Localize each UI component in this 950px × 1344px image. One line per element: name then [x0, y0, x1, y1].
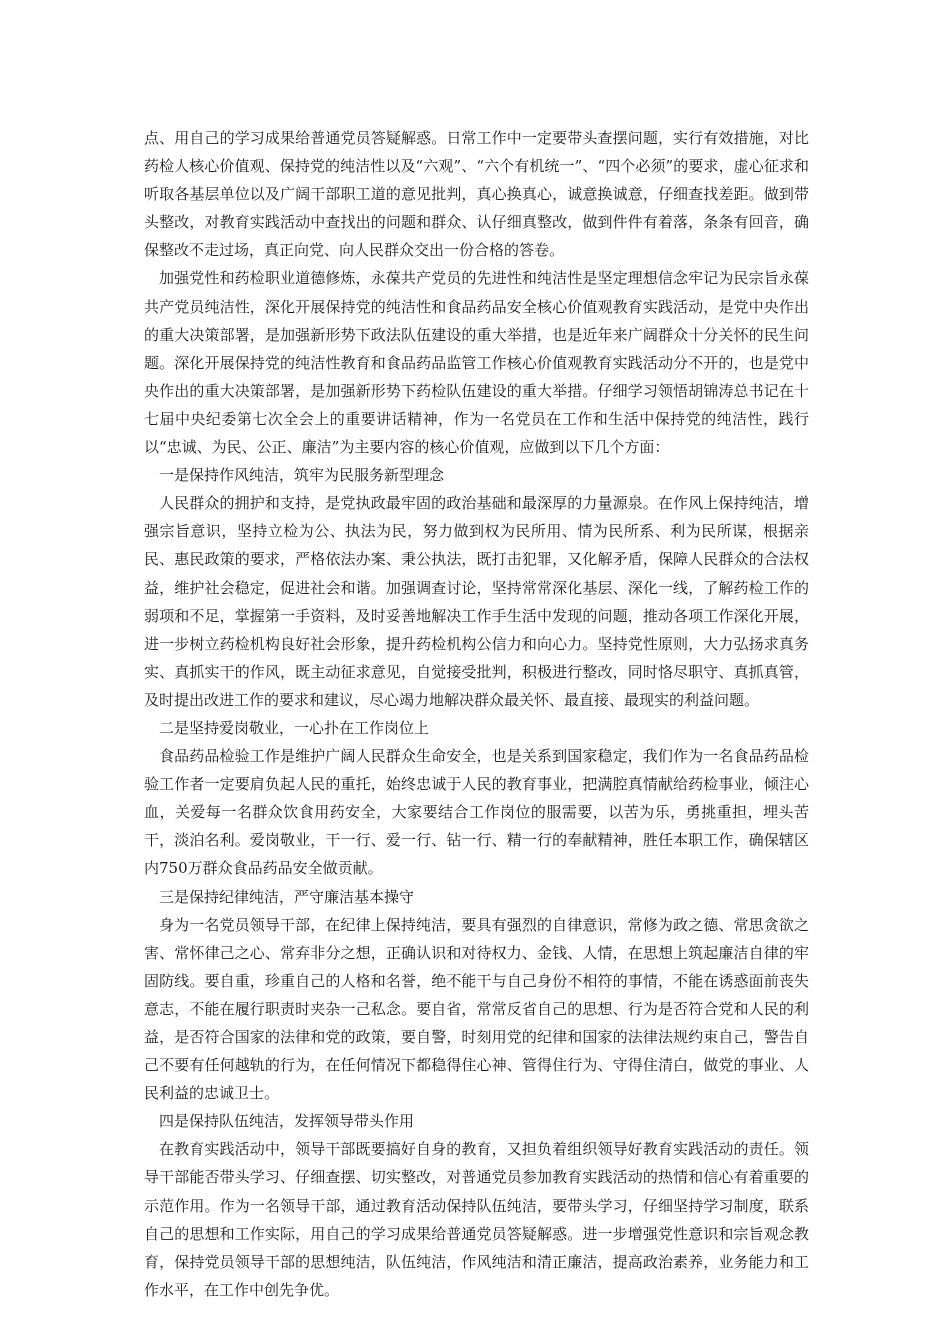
paragraph-section-3: 身为一名党员领导干部，在纪律上保持纯洁，要具有强烈的自律意识，常修为政之德、常思贪欲之害、常怀律己之心、常弃非分之想，正确认识和对待权力、金钱、人情，在思想上筑起廉洁自律的牢固防线。要自重，珍重自己的人格和名誉，绝不能干与自己身份不相符的事情，不能在诱惑面前丧失意志，不能在履行职责时夹杂一己私念。要自省，常常反省自己的思想、行为是否符合党和人民的利益，是否符合国家的法律和党的政策，要自警，时刻用党的纪律和国家的法律法规约束自己，警告自己不要有任何越轨的行为，在任何情况下都稳得住心神、管得住行为、守得住清白，做党的事业、人民利益的忠诚卫士。	[144, 915, 809, 1103]
section-heading-2: 二是坚持爱岗敬业，一心扑在工作岗位上	[159, 718, 430, 737]
section-heading-3: 三是保持纪律纯洁，严守廉洁基本操守	[159, 887, 415, 906]
paragraph-section-2: 食品药品检验工作是维护广阔人民群众生命安全，也是关系到国家稳定，我们作为一名食品药品检验工作者一定要肩负起人民的重托，始终忠诚于人民的教育事业，把满腔真情献给药检事业，倾注心血，关爱每一名群众饮食用药安全，大家要结合工作岗位的服需要，以苦为乐，勇挑重担，埋头苦干，淡泊名利。爱岗敬业，干一行、爱一行、钻一行、精一行的奉献精神，胜任本职工作，确保辖区内750万群众食品药品安全做贡献。	[144, 747, 809, 878]
paragraph-party-spirit: 加强党性和药检职业道德修炼，永葆共产党员的先进性和纯洁性是坚定理想信念牢记为民宗旨永葆共产党员纯洁性，深化开展保持党的纯洁性和食品药品安全核心价值观教育实践活动，是党中央作出的重大决策部署，是加强新形势下政法队伍建设的重大举措，也是近年来广阔群众十分关怀的民生问题。深化开展保持党的纯洁性教育和食品药品监管工作核心价值观教育实践活动分不开的，也是党中央作出的重大决策部署，是加强新形势下药检队伍建设的重大举措。仔细学习领悟胡锦涛总书记在十七届中央纪委第七次全会上的重要讲话精神，作为一名党员在工作和生活中保持党的纯洁性，践行以“忠诚、为民、公正、廉洁”为主要内容的核心价值观，应做到以下几个方面：	[144, 269, 809, 457]
paragraph-continuation: 点、用自己的学习成果给普通党员答疑解惑。日常工作中一定要带头查摆问题，实行有效措施，对比药检人核心价值观、保持党的纯洁性以及“六观”、“六个有机统一”、“四个必须”的要求，虚心征求和听取各基层单位以及广阔干部职工道的意见批判，真心换真心，诚意换诚意，仔细查找差距。做到带头整改，对教育实践活动中查找出的问题和群众、认仔细真整改，做到件件有着落，条条有回音，确保整改不走过场，真正向党、向人民群众交出一份合格的答卷。	[144, 129, 809, 260]
paragraph-section-4: 在教育实践活动中，领导干部既要搞好自身的教育，又担负着组织领导好教育实践活动的责任。领导干部能否带头学习、仔细查摆、切实整改，对普通党员参加教育实践活动的热情和信心有着重要的示范作用。作为一名领导干部，通过教育活动保持队伍纯洁，要带头学习，仔细坚持学习制度，联系自己的思想和工作实际，用自己的学习成果给普通党员答疑解惑。进一步增强党性意识和宗旨观念教育，保持党员领导干部的思想纯洁，队伍纯洁，作风纯洁和清正廉洁，提高政治素养，业务能力和工作水平，在工作中创先争优。	[144, 1140, 809, 1299]
section-heading-1: 一是保持作风纯洁，筑牢为民服务新型理念	[159, 466, 445, 485]
section-heading-4: 四是保持队伍纯洁，发挥领导带头作用	[159, 1112, 415, 1131]
document-page	[144, 124, 809, 1304]
paragraph-section-1: 人民群众的拥护和支持，是党执政最牢固的政治基础和最深厚的力量源泉。在作风上保持纯洁，增强宗旨意识，坚持立检为公、执法为民，努力做到权为民所用、情为民所系、利为民所谋，根据亲民、惠民政策的要求，严格依法办案、秉公执法，既打击犯罪，又化解矛盾，保障人民群众的合法权益，维护社会稳定，促进社会和谐。加强调查讨论，坚持常常深化基层、深化一线，了解药检工作的弱项和不足，掌握第一手资料，及时妥善地解决工作手生活中发现的问题，推动各项工作深化开展，进一步树立药检机构良好社会形象，提升药检机构公信力和向心力。坚持党性原则，大力弘扬求真务实、真抓实干的作风，既主动征求意见，自觉接受批判，积极进行整改，同时恪尽职守、真抓真管，及时提出改进工作的要求和建议，尽心竭力地解决群众最关怀、最直接、最现实的利益问题。	[144, 494, 809, 709]
